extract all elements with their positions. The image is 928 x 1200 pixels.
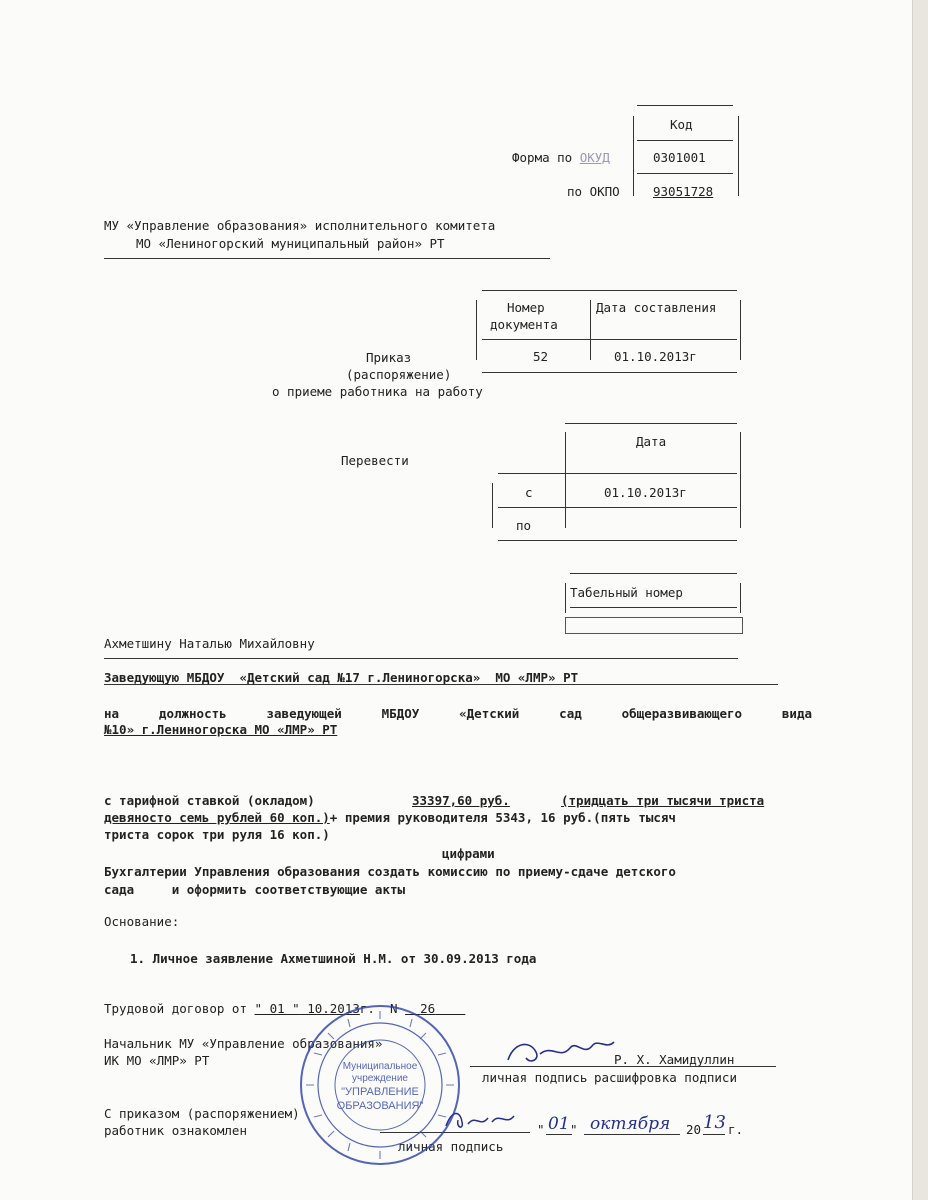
- order-title: Приказ: [366, 350, 412, 365]
- salary-prefix: с тарифной ставкой (окладом): [104, 793, 315, 808]
- ack-date-century: 20: [686, 1122, 702, 1137]
- stamp-center-line2: учреждение: [352, 1073, 408, 1084]
- stamp-center-line4: ОБРАЗОВАНИЯ": [336, 1100, 424, 1112]
- doc-number-value: 52: [533, 349, 549, 364]
- ack-year-underline: [703, 1134, 725, 1135]
- transfer-to-label: по: [516, 518, 532, 533]
- instruction-line1: Бухгалтерии Управления образования создать комиссию по приему-сдаче детского: [104, 864, 676, 879]
- okpo-value: 93051728: [653, 184, 714, 199]
- ack-date-year: 13: [703, 1112, 726, 1133]
- organization-line2: МО «Лениногорский муниципальный район» РТ: [136, 236, 445, 251]
- salary-words-line1: (тридцать три тысячи триста: [561, 793, 765, 808]
- employee-name: Ахметшину Наталью Михайловну: [104, 636, 315, 651]
- ack-date-quote-close: ": [570, 1122, 578, 1137]
- ack-date-day: 01: [548, 1114, 570, 1134]
- head-name-caption: расшифровка подписи: [594, 1070, 737, 1085]
- head-signature: [500, 1030, 620, 1070]
- tab-number-header: Табельный номер: [570, 585, 683, 600]
- ack-signature-caption: личная подпись: [398, 1139, 504, 1154]
- official-stamp: [298, 1003, 462, 1167]
- basis-item-1: 1. Личное заявление Ахметшиной Н.М. от 30.09.2013 года: [130, 951, 537, 966]
- new-position-line1: на должность заведующей МБДОУ «Детский сад общеразвивающего вида: [104, 706, 812, 721]
- codes-header: Код: [670, 117, 693, 132]
- basis-label: Основание:: [104, 914, 180, 929]
- tab-number-value-field: [565, 617, 743, 634]
- transfer-from-value: 01.10.2013г: [604, 485, 687, 500]
- organization-line1: МУ «Управление образования» исполнительного комитета: [104, 218, 496, 233]
- current-position-underline: [104, 684, 778, 685]
- doc-number-header-2: документа: [490, 317, 558, 332]
- head-title-line2: ИК МО «ЛМР» РТ: [104, 1053, 210, 1068]
- salary-line2: девяносто семь рублей 60 коп.)+ премия руководителя 5343, 16 руб.(пять тысяч: [104, 810, 676, 825]
- salary-digits-label: цифрами: [442, 846, 495, 861]
- ack-line1: С приказом (распоряжением): [104, 1106, 300, 1121]
- doc-number-header-1: Номер: [507, 300, 545, 315]
- new-position-line2: №10» г.Лениногорска МО «ЛМР» РТ: [104, 722, 338, 737]
- transfer-label: Перевести: [341, 453, 409, 468]
- head-signature-caption: личная подпись: [482, 1070, 588, 1085]
- scan-page-edge: [912, 0, 928, 1200]
- doc-date-value: 01.10.2013г: [614, 349, 697, 364]
- doc-date-header: Дата составления: [596, 300, 717, 315]
- order-subtitle: (распоряжение): [346, 367, 452, 382]
- order-purpose: о приеме работника на работу: [272, 384, 483, 399]
- head-title-line1: Начальник МУ «Управление образования»: [104, 1036, 383, 1051]
- head-name: Р. Х. Хамидуллин: [614, 1052, 735, 1067]
- salary-amount: 33397,60 руб.: [412, 793, 510, 808]
- contract-line: Трудовой договор от " 01 " 10.2013г. N 26: [104, 1001, 436, 1016]
- current-position: Заведующую МБДОУ «Детский сад №17 г.Лениногорска» МО «ЛМР» РТ: [104, 670, 579, 685]
- ack-date-suffix: г.: [728, 1122, 744, 1137]
- form-okud-label: Форма по ОКУД: [512, 150, 610, 165]
- organization-underline: [104, 258, 550, 259]
- employee-name-underline: [104, 658, 738, 659]
- salary-line3: триста сорок три руля 16 коп.): [104, 827, 330, 842]
- stamp-center-line1: Муниципальное: [342, 1061, 418, 1072]
- okpo-label: по ОКПО: [567, 184, 620, 199]
- ack-day-underline: [546, 1134, 572, 1135]
- ack-month-underline: [584, 1134, 680, 1135]
- stamp-center-line3: "УПРАВЛЕНИЕ: [341, 1086, 419, 1098]
- ack-date-quote-open: ": [537, 1122, 545, 1137]
- ack-line2: работник ознакомлен: [104, 1123, 247, 1138]
- transfer-date-header: Дата: [636, 434, 667, 449]
- okud-value: 0301001: [653, 150, 706, 165]
- instruction-line2: сада и оформить соответствующие акты: [104, 882, 406, 897]
- ack-date-month: октября: [590, 1114, 671, 1134]
- transfer-from-label: с: [525, 485, 533, 500]
